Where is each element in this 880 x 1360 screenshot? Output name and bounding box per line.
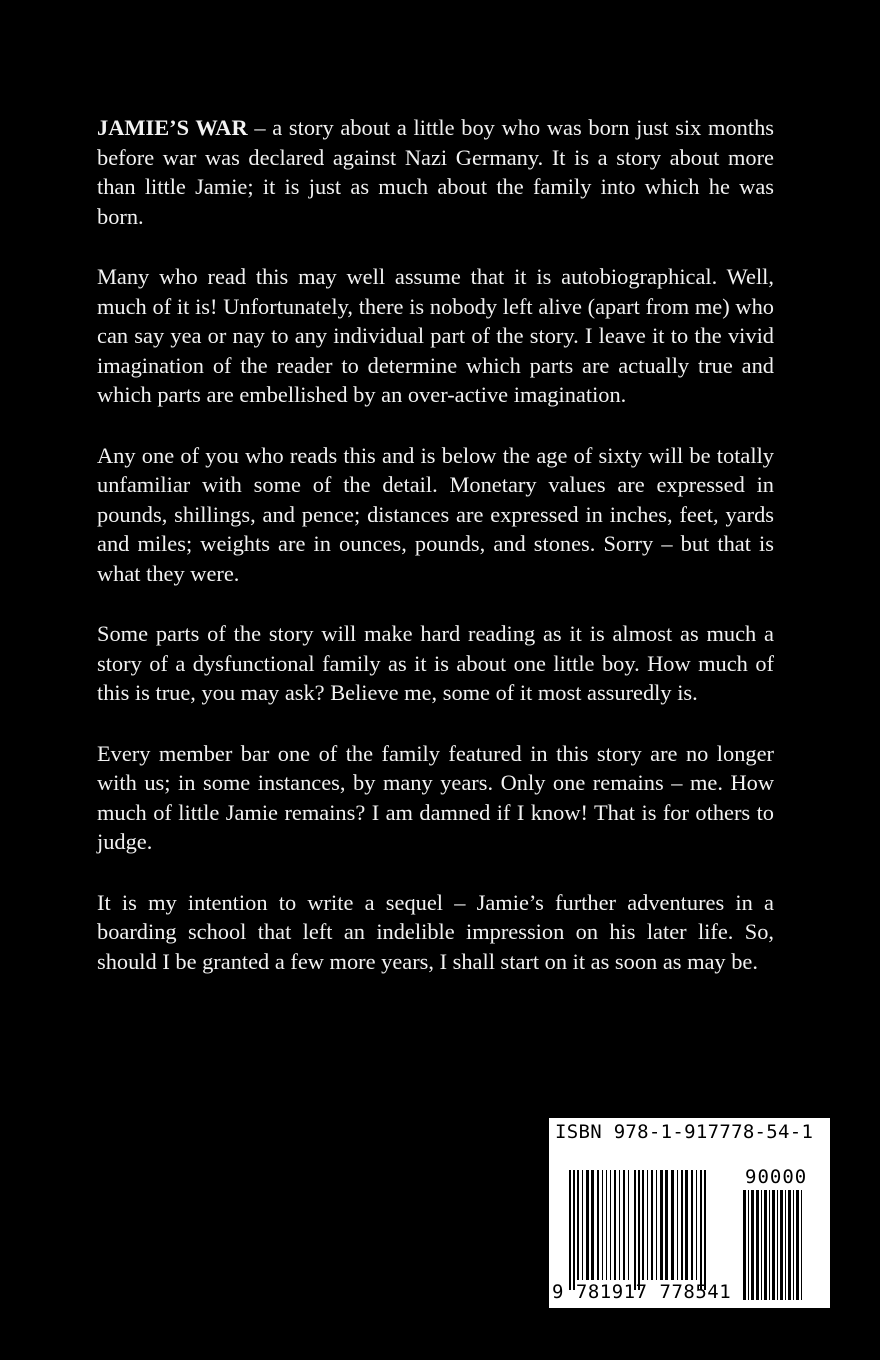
barcode-left-group: 781917 (575, 1281, 648, 1303)
barcode-bar (591, 1170, 594, 1280)
paragraph-family: Every member bar one of the family featured in this story are no longer with us; in some instances, by many years. Only one remains – me. How much of little Jamie remains? I am damned if I know! That is for others to judge. (97, 740, 774, 854)
barcode-addon-bar (801, 1190, 802, 1300)
barcode-bar (569, 1170, 571, 1290)
barcode-right-group: 778541 (659, 1281, 732, 1303)
book-title: JAMIE’S WAR (97, 115, 248, 140)
paragraph-autobiography: Many who read this may well assume that it is autobiographical. Well, much of it is! Unfortunately, there is nobody left alive (apart from me) who can say yea or nay to any individual part of the story. I leave it to the vivid imagination of the reader to determine which parts are actually true and which parts are embellished by an over-active imagination. (97, 264, 774, 407)
barcode-bar (610, 1170, 611, 1280)
barcode-digits (552, 1281, 731, 1303)
barcode-addon-bar (796, 1190, 799, 1300)
barcode-addon-bar (769, 1190, 770, 1300)
paragraph-intro-text: – a story about a little boy who was born just six months before war was declared against Nazi Germany. It is a story about more than little Jamie; it is just as much about the family into which he was born. (97, 115, 774, 229)
isbn-label: ISBN 978-1-917778-54-1 (555, 1121, 814, 1143)
paragraph-units: Any one of you who reads this and is below the age of sixty will be totally unfamiliar with some of the detail. Monetary values are expressed in pounds, shillings, and pence; distances are expressed in inches, feet, yards and miles; weights are in ounces, pounds, and stones. Sorry – but that is what they were. (97, 442, 774, 586)
barcode-bar (665, 1170, 668, 1280)
paragraph-hard-reading: Some parts of the story will make hard reading as it is almost as much a story of a dysfunctional family as it is about one little boy. How much of this is true, you may ask? Believe me, some of it most assuredly is. (97, 621, 774, 705)
barcode-bar (691, 1170, 693, 1280)
barcode-bar (685, 1170, 688, 1280)
barcode-bar (681, 1170, 683, 1280)
barcode-bar (671, 1170, 674, 1280)
barcode-bar (597, 1170, 599, 1280)
barcode-bar (656, 1170, 657, 1280)
barcode-bar (619, 1170, 620, 1280)
barcode-bar (623, 1170, 625, 1280)
barcode-addon-bar (756, 1190, 759, 1300)
barcode-addon-bar (772, 1190, 775, 1300)
barcode-bars (549, 1118, 830, 1308)
barcode-bar (582, 1170, 583, 1280)
barcode-bar (704, 1170, 706, 1290)
barcode-bar (606, 1170, 607, 1280)
barcode-bar (586, 1170, 589, 1280)
barcode-bar (700, 1170, 702, 1290)
barcode-bar (602, 1170, 603, 1280)
barcode-bar (642, 1170, 644, 1280)
barcode-addon-bar (743, 1190, 746, 1300)
barcode-bar (634, 1170, 636, 1290)
barcode-bar (638, 1170, 640, 1290)
barcode-addon-bar (764, 1190, 767, 1300)
barcode-addon-bar (793, 1190, 794, 1300)
barcode-bar (651, 1170, 653, 1280)
barcode-bar (660, 1170, 663, 1280)
barcode-addon-bar (785, 1190, 786, 1300)
barcode-addon-bar (751, 1190, 754, 1300)
barcode-addon-bar (780, 1190, 783, 1300)
barcode-addon-bar (761, 1190, 762, 1300)
paragraph-sequel: It is my intention to write a sequel – Jamie’s further adventures in a boarding school that left an indelible impression on his later life. So, should I be granted a few more years, I shall start on it as soon as may be. (97, 889, 774, 974)
barcode-addon-bar (777, 1190, 778, 1300)
barcode-bar (577, 1170, 579, 1280)
barcode-addon-digits: 90000 (745, 1166, 808, 1188)
barcode-bar (628, 1170, 629, 1280)
barcode-bar (614, 1170, 616, 1280)
barcode-bar (696, 1170, 697, 1280)
barcode-first-digit: 9 (552, 1281, 564, 1303)
barcode-addon-bar (748, 1190, 749, 1300)
barcode-bar (647, 1170, 648, 1280)
barcode-bar (677, 1170, 678, 1280)
isbn-barcode (549, 1118, 830, 1308)
barcode-addon-bar (788, 1190, 791, 1300)
barcode-bar (573, 1170, 575, 1290)
paragraph-intro (97, 113, 774, 231)
back-cover-blurb (97, 113, 774, 1007)
